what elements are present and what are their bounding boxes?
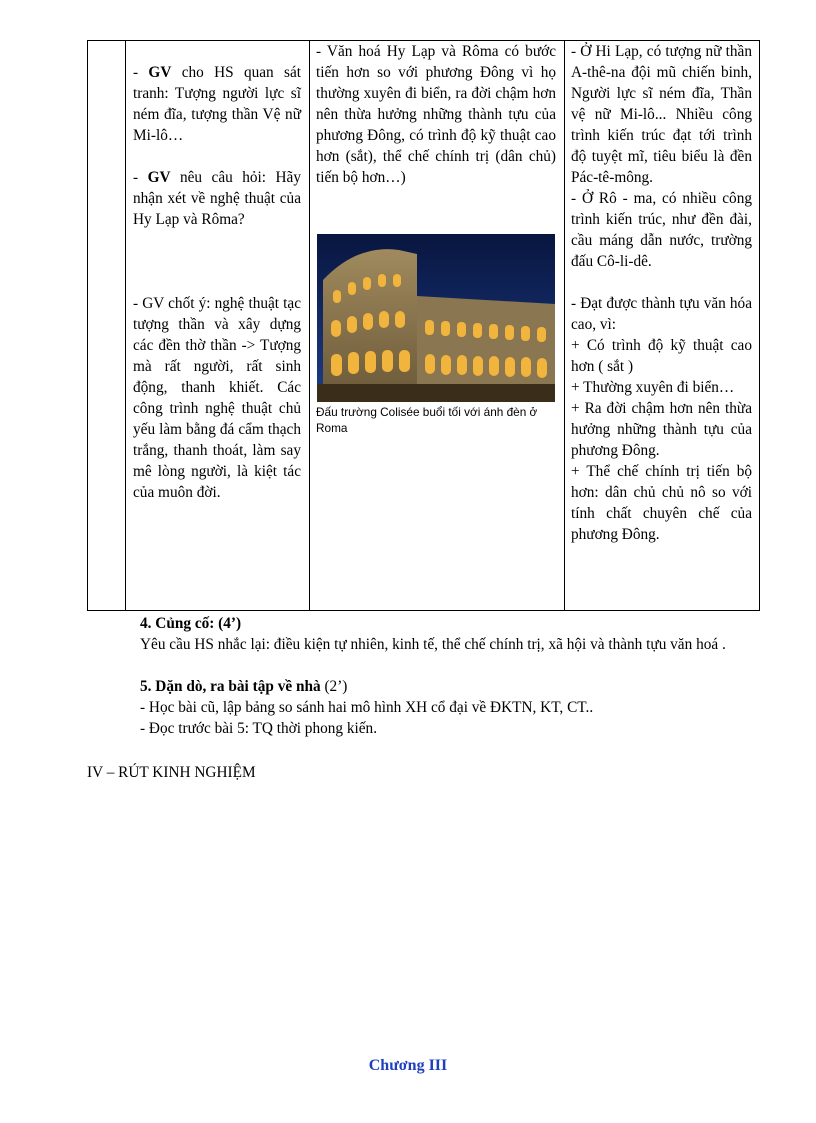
gv-label: GV	[148, 64, 172, 81]
section-5-heading-suffix: (2’)	[320, 678, 348, 695]
page-footer: Chương III	[368, 1057, 448, 1074]
content-reason-item: + Có trình độ kỹ thuật cao hơn ( sắt )	[571, 337, 752, 375]
teacher-activities-cell	[126, 41, 309, 503]
section-5-line: - Đọc trước bài 5: TQ thời phong kiến.	[140, 720, 378, 737]
section-5-heading	[87, 676, 777, 697]
section-5	[87, 676, 777, 739]
section-4-text: Yêu cầu HS nhắc lại: điều kiện tự nhiên, kinh tế, thể chế chính trị, xã hội và thành tựu văn hoá .	[140, 636, 726, 653]
gv-question-text: nêu câu hỏi: Hãy nhận xét về nghệ thuật của Hy Lạp và Rôma?	[133, 169, 301, 228]
content-reason-item: + Thường xuyên đi biển…	[571, 379, 735, 396]
content-cell	[565, 41, 760, 545]
gv-observation-paragraph: - GV cho HS quan sát tranh: Tượng người lực sĩ ném đĩa, tượng thần Vệ nữ Mi-lô…	[133, 64, 302, 144]
section-4-heading: 4. Củng cố: (4’)	[140, 615, 242, 632]
explanation-cell	[310, 41, 564, 188]
content-rome: - Ở Rô - ma, có nhiều công trình kiến trúc, như đền đài, cầu máng dẫn nước, trường đấu Cô-li-dê.	[571, 190, 752, 270]
gv-observation-text: cho HS quan sát tranh: Tượng người lực sĩ ném đĩa, tượng thần Vệ nữ Mi-lô…	[133, 64, 302, 144]
explanation-text: - Văn hoá Hy Lạp và Rôma có bước tiến hơn so với phương Đông vì họ thường xuyên đi biển, ra đời chậm hơn nên thừa hưởng những thành tựu của phương Đông, có trình độ kỹ thuật cao hơn (sắt), thể chế chính trị (dân chủ) tiến bộ hơn…)	[316, 43, 556, 186]
content-reasons: - Đạt được thành tựu văn hóa cao, vì:	[571, 295, 752, 333]
section-5-line: - Học bài cũ, lập bảng so sánh hai mô hình XH cổ đại về ĐKTN, KT, CT..	[140, 699, 594, 716]
colosseum-photo	[317, 234, 555, 402]
section-iv-heading: IV – RÚT KINH NGHIỆM	[87, 764, 256, 781]
gv-label: GV	[147, 169, 171, 186]
section-4	[87, 613, 777, 655]
gv-conclusion-paragraph: - GV chốt ý: nghệ thuật tạc tượng thần và xây dựng các đền thờ thần -> Tượng mà rất người, rất sinh động, thanh khiết. Các công trình nghệ thuật chủ yếu làm bằng đá cẩm thạch trắng, thanh thoát, làm say mê lòng người, là kiệt tác của muôn đời.	[133, 295, 301, 501]
content-reason-item: + Thể chế chính trị tiến bộ hơn: dân chủ chủ nô so với tính chất chuyên chế của phương Đông.	[571, 463, 752, 543]
section-5-heading-bold: 5. Dặn dò, ra bài tập về nhà	[140, 678, 321, 695]
content-greece: - Ở Hi Lạp, có tượng nữ thần A-thê-na đội mũ chiến binh, Người lực sĩ ném đĩa, Thần vệ nữ Mi-lô... Nhiều công trình kiến trúc đạt tới trình độ tuyệt mĩ, tiêu biểu là đền Pác-tê-mông.	[571, 43, 752, 186]
photo-caption: Đấu trường Colisée buổi tối với ánh đèn ở Roma	[316, 405, 538, 435]
content-reason-item: + Ra đời chậm hơn nên thừa hưởng những thành tựu của phương Đông.	[571, 400, 752, 459]
gv-question-paragraph: - GV nêu câu hỏi: Hãy nhận xét về nghệ thuật của Hy Lạp và Rôma?	[133, 169, 301, 228]
lesson-table	[87, 40, 760, 611]
